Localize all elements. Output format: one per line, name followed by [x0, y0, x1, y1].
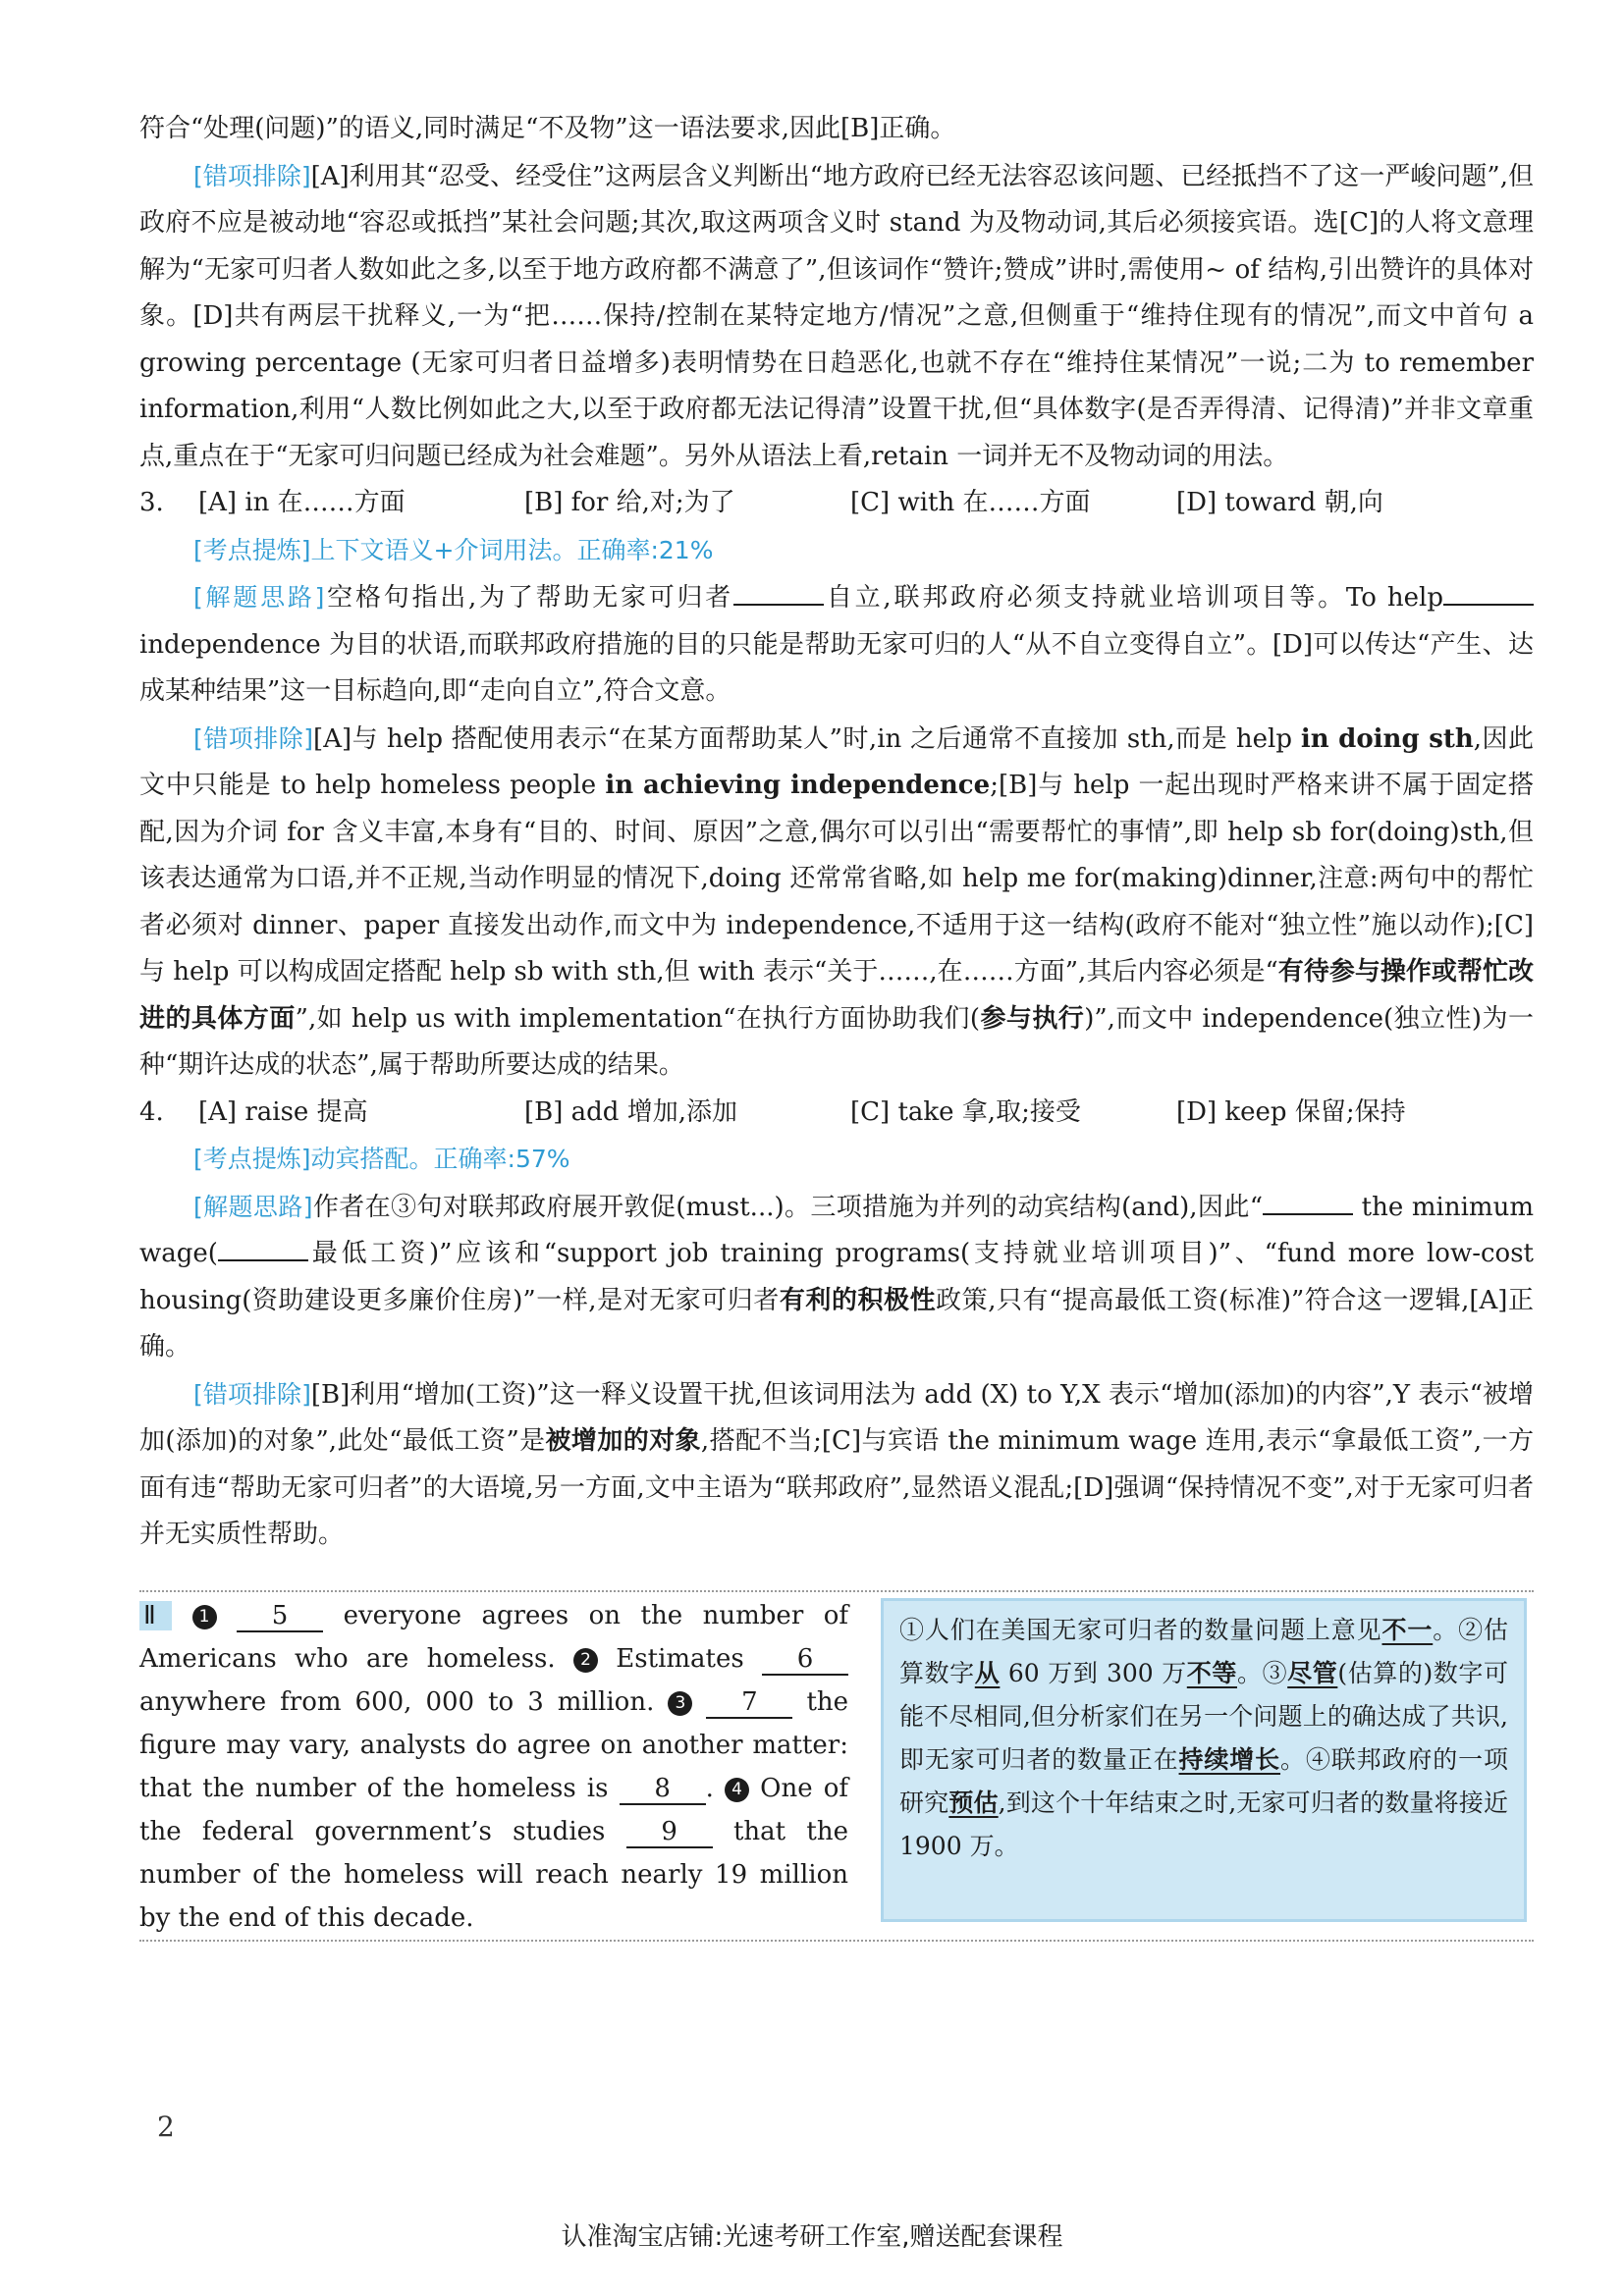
q3-error-bold-3: 有待参与操作或帮忙改进的具体方面: [139, 957, 1534, 1034]
q4-option-c: [C] take 拿,取;接受: [850, 1096, 1081, 1127]
passage-text-2: Estimates: [616, 1643, 744, 1674]
q2-error-text: [A]利用其“忍受、经受住”这两层含义判断出“地方政府已经无法容忍该问题、已经抵挡不了这一严峻问题”,但政府不应是被动地“容忍或抵挡”某社会问题;其次,取这两项含义时 stand 为及物动词,其后必须接宾语。选[C]的人将文意理解为“无家可归者人数如此之多,以至于地方政府都不满意了”,但该词作“赞许;赞成”讲时,需使用~ of 结构,引出赞许的具体对象。[D]共有两层干扰释义,一为“把……保持/控制在某特定地方/情况”之意,但侧重于“维持住现有的情况”,而文中首句 a growing percentage (无家可归者日益增多)表明情势在日趋恶化,也就不存在“维持住某情况”一说;二为 to remember information,利用“人数比例如此之大,以至于政府都无法记得清”设置干扰,但“具体数字(是否弄得清、记得清)”并非文章重点,重点在于“无家可归问题已经成为社会难题”。另外从语法上看,retain 一词并无不及物动词的用法。: [139, 161, 1534, 471]
translation-text-3: 60 万到 300 万: [1000, 1658, 1187, 1687]
q3-error-text-2: ,因此文中只能是 to help homeless people: [139, 723, 1535, 800]
q3-idea-text-2: 自立,联邦政府必须支持就业培训项目等。To help: [824, 583, 1443, 613]
q4-idea-text-4: 政策,只有“提高最低工资(标准)”符合这一逻辑,[A]正确。: [139, 1285, 1534, 1362]
sentence-marker-1: 1: [192, 1605, 217, 1629]
paragraph-q2-error-analysis: [139, 153, 1534, 481]
q4-point: [139, 1136, 1534, 1184]
q4-idea-text-2: the minimum wage(: [139, 1192, 1534, 1268]
blank-line: [1263, 1188, 1353, 1215]
q4-option-a: [A] raise 提高: [198, 1096, 368, 1127]
sentence-marker-3: 3: [668, 1691, 692, 1716]
q4-error-text-2: ,搭配不当;[C]与宾语 the minimum wage 连用,表示“拿最低工资”,一方面有违“帮助无家可归者”的大语境,另一方面,文中主语为“联邦政府”,显然语义混乱;[D]强调“保持情况不变”,对于无家可归者并无实质性帮助。: [139, 1426, 1534, 1549]
q3-error-bold-4: 参与执行: [980, 1003, 1085, 1034]
q4-error: [139, 1371, 1534, 1559]
q3-error: [139, 716, 1534, 1090]
sentence-marker-2: 2: [573, 1648, 598, 1673]
page-number: 2: [157, 2110, 175, 2143]
footer-note: 认准淘宝店铺:光速考研工作室,赠送配套课程: [561, 2222, 1063, 2252]
translation-text-6: 。④联邦政府的一项研究: [899, 1744, 1508, 1817]
q3-option-b: [B] for 给,对;为了: [524, 488, 735, 517]
translation-emphasis-5: 持续增长: [1178, 1744, 1281, 1774]
translation-text-5: (估算的)数字可能不尽相同,但分析家们在另一个问题上的确达成了共识,即无家可归者的数量正在: [899, 1658, 1508, 1774]
tag-key-point: [考点提炼]: [193, 535, 311, 564]
blank-9: 9: [626, 1817, 713, 1848]
passage-text-5: .: [705, 1773, 714, 1803]
q4-error-bold: 被增加的对象: [545, 1426, 701, 1456]
blank-line: [1443, 578, 1534, 606]
q4-idea-bold: 有利的积极性: [779, 1285, 937, 1315]
tag-solution-idea: [解题思路]: [193, 583, 325, 612]
document-body: [139, 106, 1534, 1942]
passage-text-1: everyone agrees on the number of Americans who are homeless.: [139, 1600, 849, 1674]
tag-error-exclusion: [错项排除]: [193, 161, 311, 190]
section-roman-numeral: Ⅱ: [139, 1601, 172, 1630]
q3-error-text-3: ;[B]与 help 一起出现时严格来讲不属于固定搭配,因为介词 for 含义丰富,本身有“目的、时间、原因”之意,偶尔可以引出“需要帮忙的事情”,即 help sb for(doing)sth,但该表达通常为口语,并不正规,当动作明显的情况下,doing 还常常省略,如 help me for(making)dinner,注意:两句中的帮忙者必须对 dinner、paper 直接发出动作,而文中为 independence,不适用于这一结构(政府不能对“独立性”施以动作);[C]与 help 可以构成固定搭配 help sb with sth,但 with 表示“关于……,在……方面”,其后内容必须是“: [139, 771, 1535, 987]
q4-option-d: [D] keep 保留;保持: [1176, 1096, 1406, 1127]
passage-text-7: that the number of the homeless will reach nearly 19 million by the end of this decade.: [139, 1816, 848, 1933]
q3-error-bold-1: in doing sth: [1300, 723, 1474, 754]
q3-number: 3.: [139, 488, 164, 517]
translation-box: [881, 1598, 1527, 1922]
tag-solution-idea: [解题思路]: [193, 1192, 313, 1221]
translation-text-4: 。③: [1236, 1658, 1288, 1687]
q3-idea-text-3: independence 为目的状语,而联邦政府措施的目的只能是帮助无家可归的人“从不自立变得自立”。[D]可以传达“产生、达成某种结果”这一目标趋向,即“走向自立”,符合文意。: [139, 629, 1534, 706]
blank-5: 5: [237, 1601, 323, 1632]
passage-text-3: anywhere from 600, 000 to 3 million.: [139, 1686, 655, 1717]
passage-text-4: the figure may vary, analysts do agree on another matter: that the number of the homeless is: [139, 1686, 849, 1803]
blank-6: 6: [762, 1644, 848, 1676]
tag-error-exclusion: [错项排除]: [193, 1379, 311, 1409]
q4-idea-text-1: 作者在③句对联邦政府展开敦促(must...)。三项措施为并列的动宾结构(and),因此“: [312, 1192, 1263, 1222]
q4-options: [139, 1090, 1534, 1137]
translation-text-2: 。②估算数字: [899, 1615, 1508, 1687]
q3-option-a: [A] in 在……方面: [198, 488, 406, 517]
q4-number: 4.: [139, 1096, 164, 1127]
q4-point-text: 动宾搭配。正确率:57%: [310, 1145, 570, 1173]
sentence-marker-4: 4: [725, 1778, 749, 1802]
q3-idea-text-1: 空格句指出,为了帮助无家可归者: [324, 583, 734, 613]
q3-point-text: 上下文语义+介词用法。正确率:21%: [310, 535, 714, 564]
tag-error-exclusion: [错项排除]: [193, 723, 314, 753]
q4-idea-text-3: 最低工资)”应该和“support job training programs(支持就业培训项目)”、“fund more low-cost housing(资助建设更多廉价住房)”一样,是对无家可归者: [139, 1239, 1534, 1315]
tag-key-point: [考点提炼]: [193, 1145, 311, 1173]
translation-emphasis-1: 不一: [1381, 1615, 1434, 1644]
q3-error-text-4: ”,如 help us with implementation“在执行方面协助我们(: [295, 1003, 980, 1034]
q3-error-bold-2: in achieving independence: [605, 771, 991, 800]
blank-8: 8: [620, 1774, 706, 1805]
translation-emphasis-2: 从: [974, 1658, 1001, 1687]
blank-line: [733, 578, 824, 606]
q3-error-text-5: )”,而文中 independence(独立性)为一种“期许达成的状态”,属于帮助所要达成的结果。: [139, 1003, 1534, 1080]
q3-idea: [139, 574, 1534, 716]
q3-error-text-1: [A]与 help 搭配使用表示“在某方面帮助某人”时,in 之后通常不直接加 sth,而是 help: [313, 723, 1293, 754]
q3-option-d: [D] toward 朝,向: [1176, 488, 1383, 517]
q4-option-b: [B] add 增加,添加: [524, 1096, 737, 1127]
q4-error-text-1: [B]利用“增加(工资)”这一释义设置干扰,但该词用法为 add (X) to Y,X 表示“增加(添加)的内容”,Y 表示“被增加(添加)的对象”,此处“最低工资”是: [139, 1379, 1534, 1456]
dotted-divider-bottom: [139, 1940, 1534, 1942]
q3-option-c: [C] with 在……方面: [850, 488, 1091, 517]
blank-line: [218, 1234, 308, 1261]
q3-options: [139, 480, 1534, 527]
translation-text-7: ,到这个十年结束之时,无家可归者的数量将接近 1900 万。: [899, 1788, 1508, 1860]
translation-emphasis-6: 预估: [948, 1788, 999, 1817]
translation-emphasis-4: 尽管: [1287, 1658, 1338, 1687]
english-passage: [139, 1594, 848, 1940]
passage-text-6: One of the federal government’s studies: [139, 1773, 849, 1846]
q4-idea: [139, 1184, 1534, 1371]
translation-emphasis-3: 不等: [1186, 1658, 1237, 1687]
q3-point: [139, 527, 1534, 575]
section-two: [139, 1571, 1534, 1940]
dotted-divider-top: [139, 1590, 1534, 1592]
paragraph-q2-conclusion: 符合“处理(问题)”的语义,同时满足“不及物”这一语法要求,因此[B]正确。: [139, 114, 956, 143]
translation-text-1: ①人们在美国无家可归者的数量问题上意见: [899, 1615, 1382, 1644]
blank-7: 7: [706, 1687, 792, 1719]
